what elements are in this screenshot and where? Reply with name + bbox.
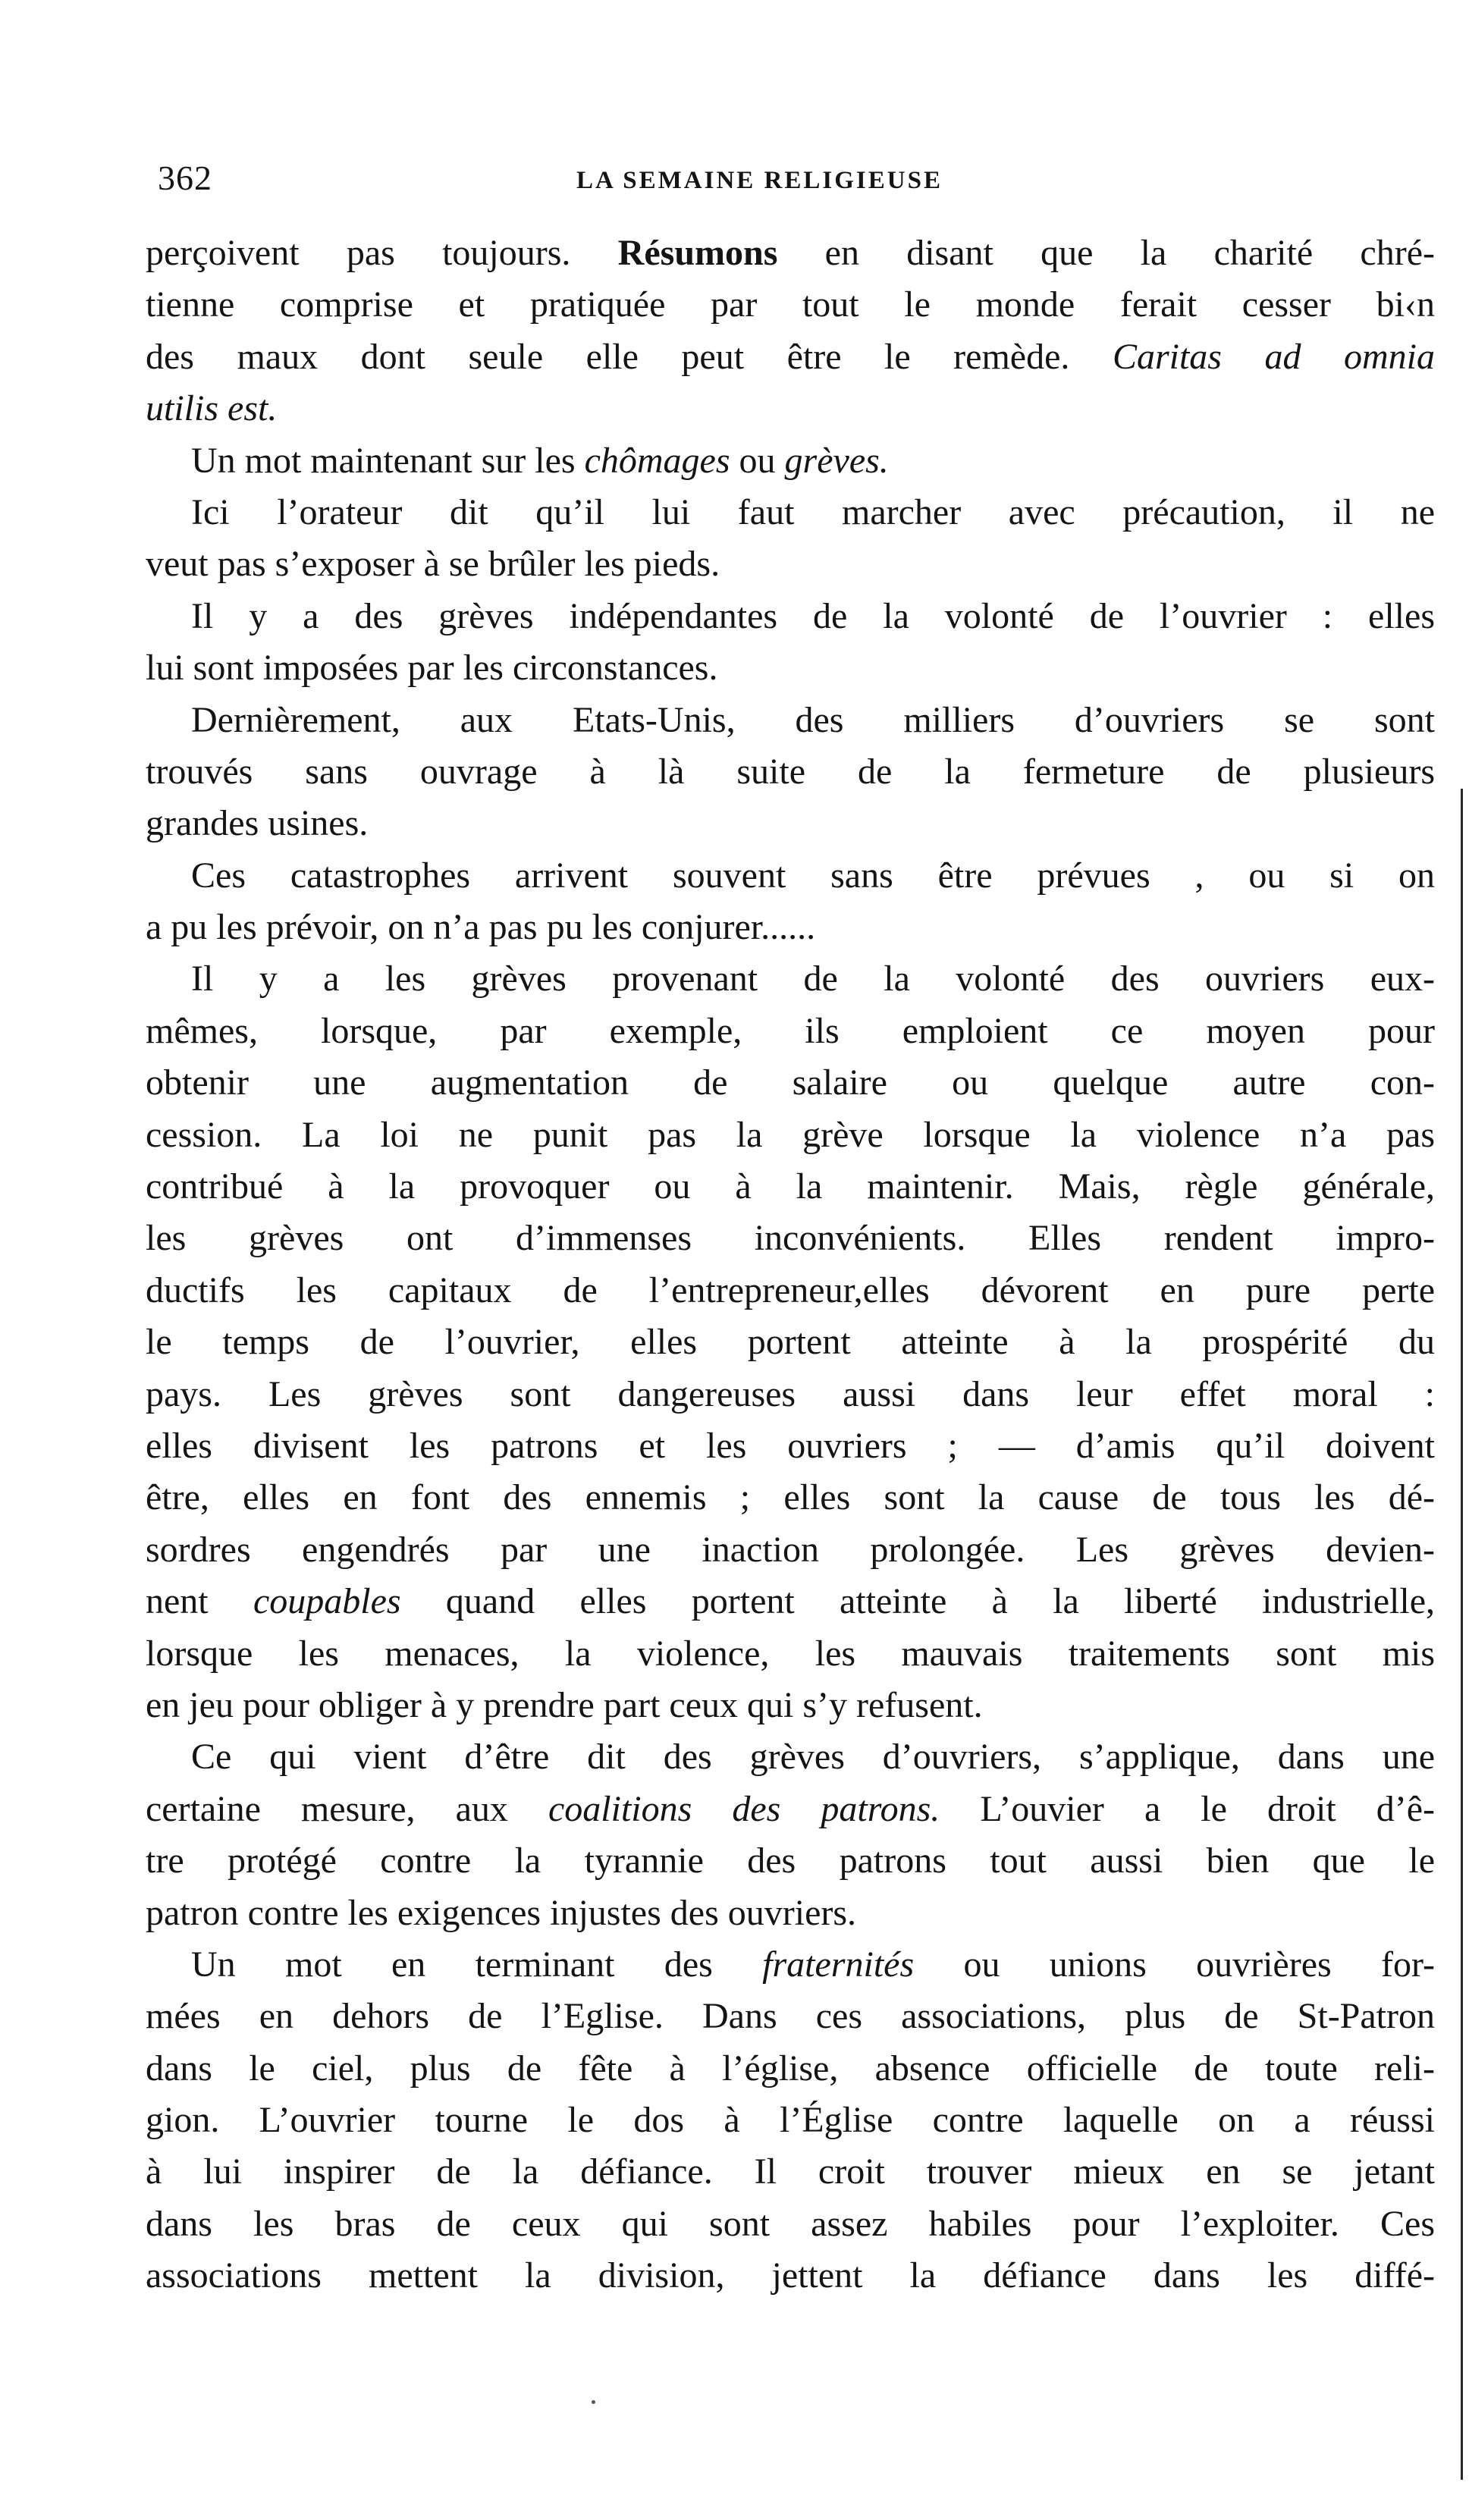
text-run: gion. L’ouvrier tourne le dos à l’Église contre laquelle on a réussi <box>146 2100 1435 2141</box>
text-line <box>146 435 1435 487</box>
text-line <box>146 591 1435 642</box>
text-line <box>146 1006 1435 1057</box>
text-line <box>146 1057 1435 1109</box>
page-number: 362 <box>158 158 212 197</box>
text-run: Ce qui vient d’être dit des grèves d’ouvriers, s’applique, dans une <box>191 1737 1435 1778</box>
text-line <box>146 1731 1435 1783</box>
text-line <box>146 1265 1435 1316</box>
text-run: sordres engendrés par une inaction prolongée. Les grèves devien- <box>146 1529 1435 1570</box>
text-run: cession. La loi ne punit pas la grève lorsque la violence n’a pas <box>146 1114 1435 1155</box>
text-line <box>146 1109 1435 1161</box>
text-run: trouvés sans ouvrage à là suite de la fermeture de plusieurs <box>146 751 1435 792</box>
text-run: pays. Les grèves sont dangereuses aussi dans leur effet moral : <box>146 1373 1435 1414</box>
text-line <box>146 1369 1435 1420</box>
text-run: patron contre les exigences injustes des ouvriers. <box>146 1892 857 1933</box>
text-run: Un mot en terminant des <box>191 1944 763 1985</box>
text-run: L’ouvier a le droit d’ê- <box>940 1788 1435 1829</box>
text-line <box>146 1524 1435 1576</box>
bold-text: Résumons <box>617 233 778 273</box>
text-run: certaine mesure, aux <box>146 1788 548 1829</box>
running-head: LA SEMAINE RELIGIEUSE <box>576 167 943 194</box>
text-run: tienne comprise et pratiquée par tout le monde ferait cesser bi‹n <box>146 284 1435 325</box>
body-text <box>146 228 1435 2302</box>
text-run: Dernièrement, aux Etats-Unis, des milliers d’ouvriers se sont <box>191 699 1435 740</box>
text-line <box>146 538 1435 590</box>
text-line <box>146 798 1435 849</box>
text-run: contribué à la provoquer ou à la maintenir. Mais, règle générale, <box>146 1166 1435 1207</box>
text-run: à lui inspirer de la défiance. Il croit trouver mieux en se jetant <box>146 2151 1435 2192</box>
text-run: dans le ciel, plus de fête à l’église, absence officielle de toute reli- <box>146 2048 1435 2088</box>
text-run: le temps de l’ouvrier, elles portent atteinte à la prospérité du <box>146 1322 1435 1363</box>
text-line <box>146 1991 1435 2042</box>
text-line <box>146 2043 1435 2095</box>
text-run: associations mettent la division, jettent la défiance dans les diffé- <box>146 2255 1435 2296</box>
text-line <box>146 2250 1435 2302</box>
page-edge-rule <box>1461 789 1463 2480</box>
text-line <box>146 1939 1435 1991</box>
text-line <box>146 1784 1435 1835</box>
text-run: en disant que la charité chré- <box>777 233 1435 273</box>
text-run: elles divisent les patrons et les ouvriers ; — d’amis qu’il doivent <box>146 1425 1435 1466</box>
text-run: a pu les prévoir, on n’a pas pu les conjurer...... <box>146 907 816 948</box>
text-line <box>146 2095 1435 2146</box>
italic-text: utilis est. <box>146 388 278 429</box>
text-run: les grèves ont d’immenses inconvénients. Elles rendent impro- <box>146 1218 1435 1259</box>
text-line <box>146 331 1435 383</box>
text-line <box>146 1835 1435 1887</box>
text-run: Ici l’orateur dit qu’il lui faut marcher avec précaution, il ne <box>191 491 1435 532</box>
text-line <box>146 279 1435 331</box>
italic-text: Caritas ad omnia <box>1112 336 1436 377</box>
text-run: ou <box>730 440 785 481</box>
text-line <box>146 1420 1435 1472</box>
text-run: lorsque les menaces, la violence, les mauvais traitements sont mis <box>146 1633 1435 1674</box>
text-line <box>146 1213 1435 1264</box>
text-run: grandes usines. <box>146 803 369 844</box>
text-line <box>146 487 1435 538</box>
text-run: quand elles portent atteinte à la liberté industrielle, <box>400 1581 1436 1622</box>
text-run: ou unions ouvrières for- <box>914 1944 1435 1985</box>
italic-text: coupables <box>253 1581 401 1622</box>
text-line <box>146 1161 1435 1213</box>
text-line <box>146 1472 1435 1524</box>
text-run: ductifs les capitaux de l’entrepreneur,elles dévorent en pure perte <box>146 1269 1435 1310</box>
text-run: Il y a des grèves indépendantes de la volonté de l’ouvrier : elles <box>191 595 1435 636</box>
text-run: Un mot maintenant sur les <box>191 440 585 481</box>
text-line <box>146 2146 1435 2198</box>
text-run: Il y a les grèves provenant de la volonté des ouvriers eux- <box>191 959 1435 1000</box>
text-run: perçoivent pas toujours. <box>146 233 618 273</box>
text-line <box>146 2198 1435 2250</box>
text-run: en jeu pour obliger à y prendre part ceux qui s’y refusent. <box>146 1684 983 1725</box>
text-run: veut pas s’exposer à se brûler les pieds. <box>146 544 720 585</box>
text-run: être, elles en font des ennemis ; elles sont la cause de tous les dé- <box>146 1477 1435 1518</box>
text-run: tre protégé contre la tyrannie des patrons tout aussi bien que le <box>146 1841 1435 1881</box>
text-line <box>146 1316 1435 1368</box>
text-line <box>146 695 1435 746</box>
text-run: mêmes, lorsque, par exemple, ils emploient ce moyen pour <box>146 1010 1435 1051</box>
text-line <box>146 228 1435 279</box>
text-run: lui sont imposées par les circonstances. <box>146 648 718 689</box>
page-header <box>158 158 1432 203</box>
italic-text: fraternités <box>762 1944 915 1985</box>
text-line <box>146 383 1435 435</box>
text-line <box>146 953 1435 1005</box>
text-line <box>146 902 1435 953</box>
italic-text: grèves. <box>784 440 889 481</box>
italic-text: coalitions des patrons. <box>548 1788 940 1829</box>
text-run: obtenir une augmentation de salaire ou quelque autre con- <box>146 1062 1435 1103</box>
ink-dot <box>592 2400 595 2404</box>
text-run: Ces catastrophes arrivent souvent sans être prévues , ou si on <box>191 855 1435 896</box>
text-line <box>146 850 1435 902</box>
text-line <box>146 1680 1435 1731</box>
text-run: nent <box>146 1581 253 1622</box>
text-run: mées en dehors de l’Eglise. Dans ces associations, plus de St-Patron <box>146 1996 1435 2037</box>
text-line <box>146 642 1435 694</box>
text-line <box>146 746 1435 798</box>
italic-text: chômages <box>584 440 730 481</box>
text-line <box>146 1888 1435 1939</box>
text-run: des maux dont seule elle peut être le remède. <box>146 336 1113 377</box>
text-line <box>146 1576 1435 1627</box>
text-line <box>146 1628 1435 1680</box>
text-run: dans les bras de ceux qui sont assez habiles pour l’exploiter. Ces <box>146 2203 1435 2244</box>
